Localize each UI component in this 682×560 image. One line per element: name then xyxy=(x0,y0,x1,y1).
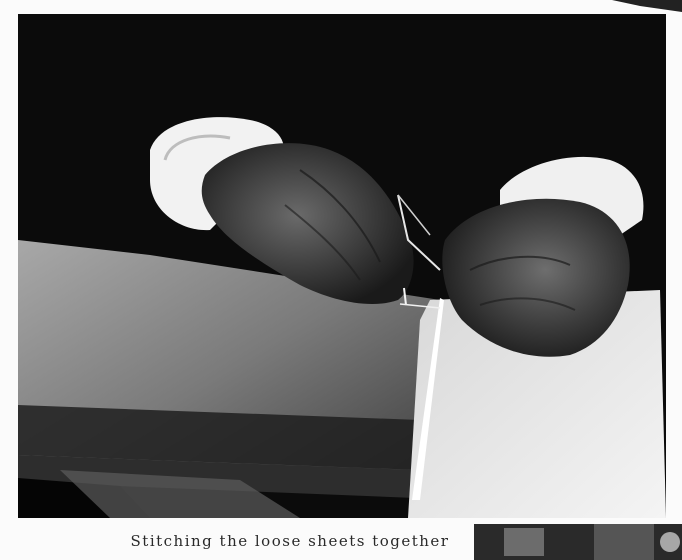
right-margin xyxy=(666,14,682,520)
partial-photo-highlight xyxy=(504,528,544,556)
partial-photo-spot xyxy=(660,532,680,552)
photo-caption: Stitching the loose sheets together xyxy=(130,532,450,550)
partial-next-photograph xyxy=(474,524,682,560)
partial-photo-shadow xyxy=(594,524,654,560)
